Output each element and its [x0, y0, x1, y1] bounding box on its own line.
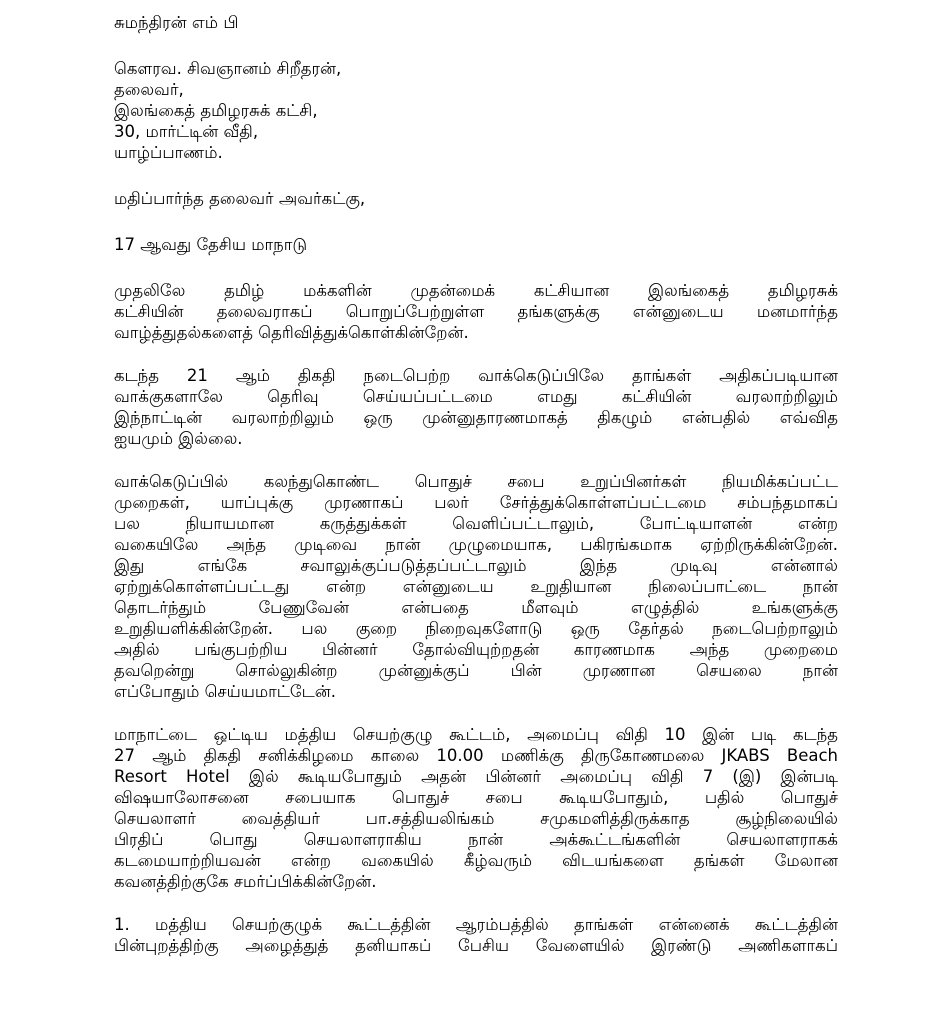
paragraph-line: வாக்கெடுப்பில் கலந்துகொண்ட பொதுச் சபை உறுப்பினர்கள் நியமிக்கப்பட்ட: [114, 472, 838, 491]
paragraph-line: ஐயமும் இல்லை.: [114, 429, 243, 448]
paragraph-line: இந்நாட்டின் வரலாற்றிலும் ஒரு முன்னுதாரணமாகத் திகழும் என்பதில் எவ்வித: [114, 408, 838, 427]
paragraph-5: [114, 914, 838, 956]
salutation: மதிப்பார்ந்த தலைவர் அவர்கட்கு,: [114, 189, 366, 208]
paragraph-line: பின்புறத்திற்கு அழைத்துத் தனியாகப் பேசிய வேளையில் இரண்டு அணிகளாகப்: [114, 936, 838, 955]
paragraph-line: Resort Hotel இல் கூடியபோதும் அதன் பின்னர் அமைப்பு விதி 7 (இ) இன்படி: [114, 767, 838, 786]
paragraph-line: வாக்குகளாலே தெரிவு செய்யப்பட்டமை எமது கட்சியின் வரலாற்றிலும்: [114, 387, 838, 406]
sender-line: சுமந்திரன் எம் பி: [114, 13, 239, 32]
paragraph-line: எப்போதும் செய்யமாட்டேன்.: [114, 682, 336, 701]
paragraph-line: 27 ஆம் திகதி சனிக்கிழமை காலை 10.00 மணிக்கு திருகோணமலை JKABS Beach: [114, 746, 838, 765]
recipient-address: [114, 58, 838, 163]
spacer: [114, 33, 838, 58]
recipient-city: யாழ்ப்பாணம்.: [114, 143, 223, 162]
recipient-street: 30, மார்ட்டின் வீதி,: [114, 122, 259, 141]
spacer: [114, 343, 838, 365]
spacer: [114, 702, 838, 724]
paragraph-line: கடமையாற்றியவன் என்ற வகையில் கீழ்வரும் விடயங்களை தங்கள் மேலான: [114, 851, 838, 870]
recipient-name: கௌரவ. சிவஞானம் சிறீதரன்,: [114, 59, 342, 78]
paragraph-line: இது எங்கே சவாலுக்குப்படுத்தப்பட்டாலும் இந்த முடிவு என்னால்: [114, 556, 838, 575]
recipient-title: தலைவர்,: [114, 80, 184, 99]
paragraph-line: வாழ்த்துதல்களைத் தெரிவித்துக்கொள்கின்றேன்.: [114, 323, 469, 342]
paragraph-line: கட்சியின் தலைவராகப் பொறுப்பேற்றுள்ள தங்களுக்கு என்னுடைய மனமார்ந்த: [114, 302, 838, 321]
paragraph-line: ஏற்றுக்கொள்ளப்பட்டது என்ற என்னுடைய உறுதியான நிலைப்பாட்டை நான்: [114, 577, 838, 596]
paragraph-line: 1. மத்திய செயற்குழுக் கூட்டத்தின் ஆரம்பத்தில் தாங்கள் என்னைக் கூட்டத்தின்: [114, 915, 838, 934]
paragraph-line: உறுதியளிக்கின்றேன். பல குறை நிறைவுகளோடு ஒரு தேர்தல் நடைபெற்றாலும்: [114, 619, 838, 638]
spacer: [114, 163, 838, 188]
paragraph-line: முறைகள், யாப்புக்கு முரணாகப் பலர் சேர்த்துக்கொள்ளப்பட்டமை சம்பந்தமாகப்: [114, 493, 838, 512]
paragraph-3: [114, 471, 838, 702]
paragraph-line: செயலாளர் வைத்தியர் பா.சத்தியலிங்கம் சமுகமளித்திருக்காத சூழ்நிலையில்: [114, 809, 838, 828]
paragraph-1: [114, 280, 838, 343]
paragraph-line: வகையிலே அந்த முடிவை நான் முழுமையாக, பகிரங்கமாக ஏற்றிருக்கின்றேன்.: [114, 535, 838, 554]
paragraph-line: பல நியாயமான கருத்துக்கள் வெளிப்பட்டாலும், போட்டியாளன் என்ற: [114, 514, 838, 533]
spacer: [114, 209, 838, 234]
paragraph-line: அதில் பங்குபற்றிய பின்னர் தோல்வியுற்றதன் காரணமாக அந்த முறைமை: [114, 640, 838, 659]
spacer: [114, 255, 838, 280]
paragraph-line: முதலிலே தமிழ் மக்களின் முதன்மைக் கட்சியான இலங்கைத் தமிழரசுக்: [114, 281, 838, 300]
paragraph-2: [114, 365, 838, 449]
paragraph-line: தவறென்று சொல்லுகின்ற முன்னுக்குப் பின் முரணான செயலை நான்: [114, 661, 838, 680]
paragraph-line: கடந்த 21 ஆம் திகதி நடைபெற்ற வாக்கெடுப்பிலே தாங்கள் அதிகப்படியான: [114, 366, 838, 385]
letter-page: [114, 12, 838, 956]
paragraph-4: [114, 724, 838, 892]
paragraph-line: பிரதிப் பொது செயலாளராகிய நான் அக்கூட்டங்களின் செயலாளராகக்: [114, 830, 838, 849]
spacer: [114, 449, 838, 471]
subject-line: 17 ஆவது தேசிய மாநாடு: [114, 235, 308, 254]
paragraph-line: கவனத்திற்குகே சமர்ப்பிக்கின்றேன்.: [114, 872, 377, 891]
recipient-organization: இலங்கைத் தமிழரசுக் கட்சி,: [114, 101, 318, 120]
spacer: [114, 892, 838, 914]
paragraph-line: தொடர்ந்தும் பேணுவேன் என்பதை மீளவும் எழுத்தில் உங்களுக்கு: [114, 598, 838, 617]
paragraph-line: மாநாட்டை ஒட்டிய மத்திய செயற்குழு கூட்டம், அமைப்பு விதி 10 இன் படி கடந்த: [114, 725, 838, 744]
paragraph-line: விஷயாலோசனை சபையாக பொதுச் சபை கூடியபோதும், பதில் பொதுச்: [114, 788, 838, 807]
